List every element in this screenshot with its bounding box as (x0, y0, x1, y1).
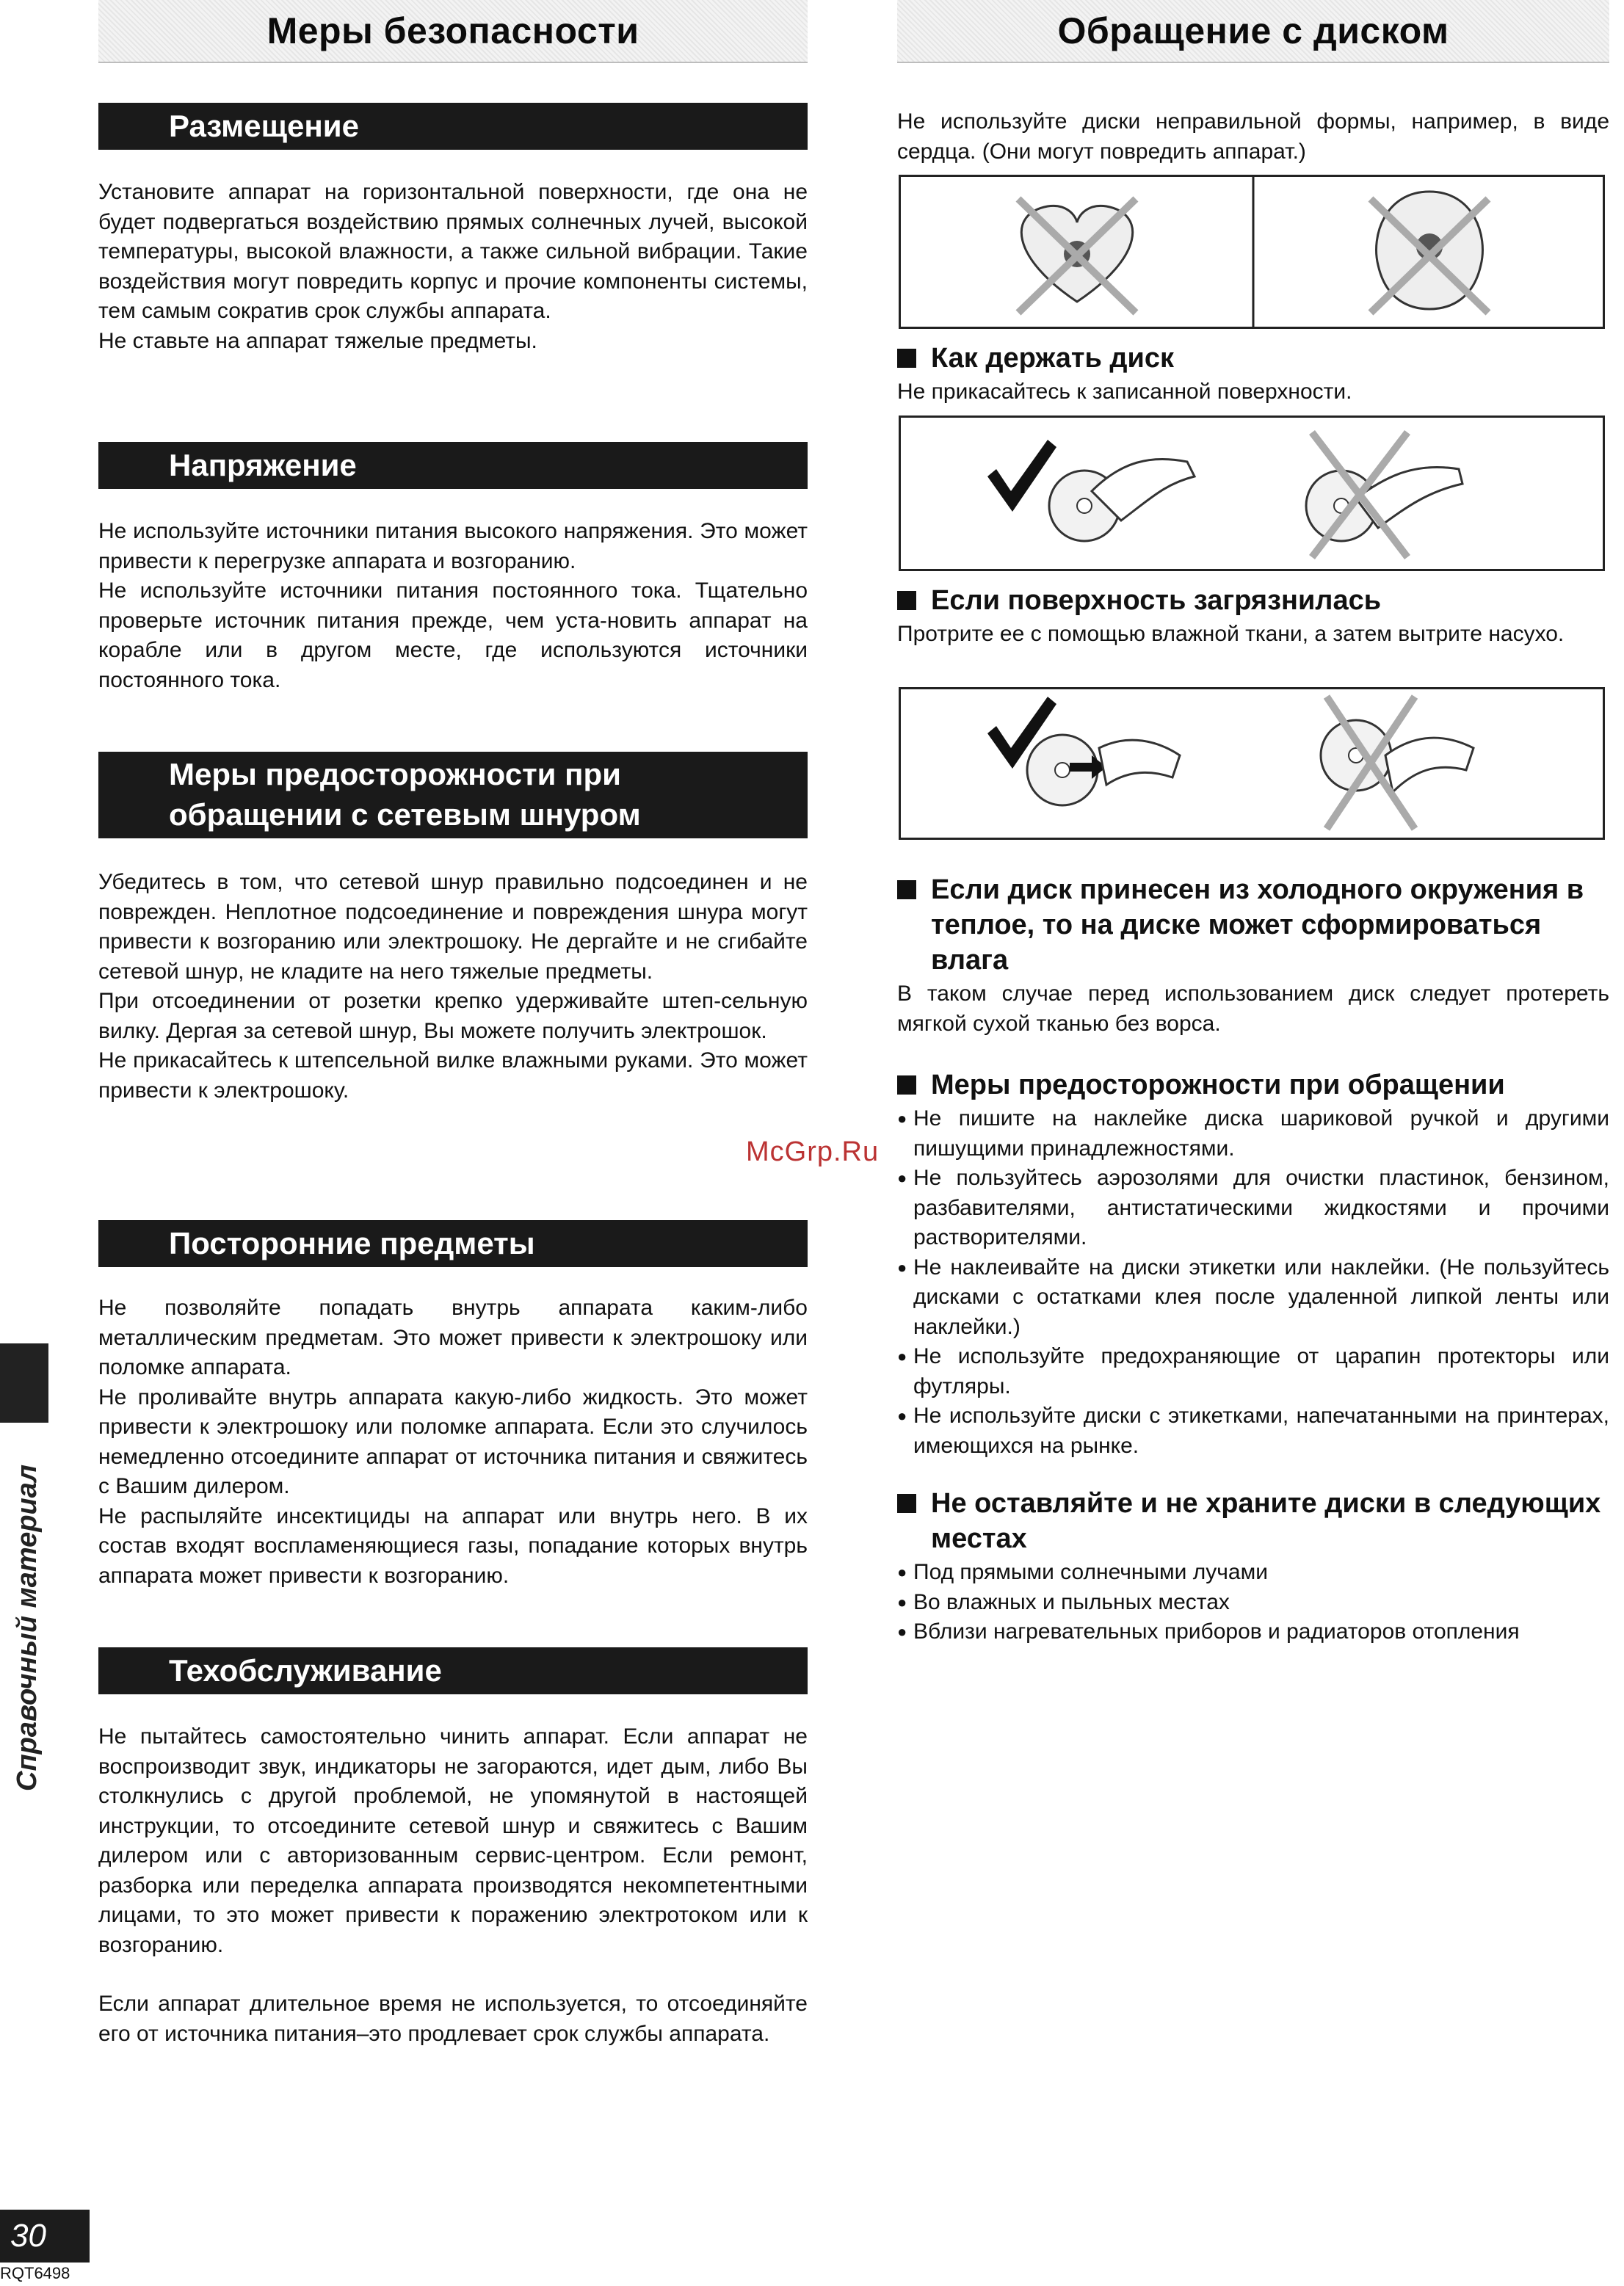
watermark: McGrp.Ru (746, 1136, 880, 1167)
right-page-header (897, 0, 1609, 63)
square-bullet-icon (897, 1494, 916, 1513)
foreign-objects-paragraph-1: Не позволяйте попадать внутрь аппарата каким-либо металлическим предметам. Это может привести к электрошоку или поломке аппарата. (98, 1296, 808, 1379)
page-number: 30 (0, 2210, 90, 2263)
voltage-paragraph-2: Не используйте источники питания постоянного тока. Тщательно проверьте источник питания прежде, чем уста-новить аппарат на корабле или в другом месте, где используются источники постоянного тока. (98, 578, 808, 692)
cleaning-disc-illustration (901, 689, 1603, 838)
placement-text (98, 178, 808, 356)
holding-disc-illustration (901, 418, 1603, 569)
placement-paragraph-2: Не ставьте на аппарат тяжелые предметы. (98, 328, 537, 353)
square-bullet-icon (897, 349, 916, 368)
precautions-heading: Меры предосторожности при обращении (897, 1067, 1609, 1103)
list-item: ● Не наклеивайте на диски этикетки или наклейки. (Не пользуйтесь дисками с остатками клея после удаленной липкой ленты или наклейки.) (897, 1253, 1609, 1343)
left-page-header (98, 0, 808, 63)
section-title-placement: Размещение (98, 103, 808, 150)
circular-wipe-hand-icon (1385, 738, 1473, 792)
right-page-title: Обращение с диском (1057, 10, 1449, 51)
checkmark-icon (987, 440, 1056, 512)
foreign-objects-text (98, 1293, 808, 1591)
list-item: ● Не используйте предохраняющие от царапин протекторы или футляры. (897, 1342, 1609, 1401)
maintenance-paragraph-2: Если аппарат длительное время не используется, то отсоединяйте его от источника питания–это продлевает срок службы аппарата. (98, 1992, 808, 2046)
dirty-heading: Если поверхность загрязнилась (897, 583, 1609, 618)
precautions-list (897, 1104, 1609, 1461)
storage-heading: Не оставляйте и не храните диски в следующих местах (897, 1486, 1609, 1556)
cleaning-disc-figure (899, 687, 1605, 840)
dirty-text: Протрите ее с помощью влажной ткани, а затем вытрите насухо. (897, 622, 1565, 646)
list-item: ● Под прямыми солнечными лучами (897, 1558, 1609, 1588)
sidebar-section-label: Справочный материал (12, 1465, 43, 1791)
storage-list (897, 1558, 1609, 1647)
holding-disc-figure (899, 416, 1605, 571)
list-item: ● Вблизи нагревательных приборов и радиаторов отопления (897, 1617, 1609, 1647)
irregular-discs-figure (899, 175, 1605, 329)
placement-paragraph-1: Установите аппарат на горизонтальной поверхности, где она не будет подвергаться воздействию прямых солнечных лучей, высокой температуры, высокой влажности, а также сильной вибрации. Такие воздействия могут повредить корпус и прочие компоненты системы, тем самым сократив срок службы аппарата. (98, 180, 808, 323)
section-title-voltage: Напряжение (98, 442, 808, 489)
list-item: ● Не пишите на наклейке диска шариковой ручкой и другими пишущими принадлежностями. (897, 1104, 1609, 1164)
cold-text: В таком случае перед использованием диск следует протереть мягкой сухой тканью без ворса. (897, 981, 1609, 1036)
section-title-maintenance: Техобслуживание (98, 1647, 808, 1694)
list-item: ● Не используйте диски с этикетками, напечатанными на принтерах, имеющихся на рынке. (897, 1401, 1609, 1461)
list-item: ● Не пользуйтесь аэрозолями для очистки пластинок, бензином, разбавителями, антистатическими жидкостями и прочими растворителями. (897, 1164, 1609, 1253)
power-cord-paragraph-3: Не прикасайтесь к штепсельной вилке влажными руками. Это может привести к электрошоку. (98, 1048, 808, 1103)
power-cord-paragraph-2: При отсоединении от розетки крепко удерживайте штеп-сельную вилку. Дергая за сетевой шнур, Вы можете получить электрошок. (98, 989, 808, 1043)
radial-wipe-hand-icon (1099, 740, 1180, 785)
cold-heading: Если диск принесен из холодного окружения в теплое, то на диске может сформироваться влага (897, 872, 1609, 978)
list-item: ● Во влажных и пыльных местах (897, 1588, 1609, 1618)
square-bullet-icon (897, 591, 916, 610)
maintenance-paragraph-1: Не пытайтесь самостоятельно чинить аппарат. Если аппарат не воспроизводит звук, индикаторы не загораются, идет дым, либо Вы столкнулись с другой проблемой, не упомянутой в настоящей инструкции, то отсоедините сетевой шнур и свяжитесь с Вашим дилером или с авторизованным сервис-центром. Если ремонт, разборка или переделка аппарата производятся некомпетентными лицами, то это может привести к поражению электротоком или к возгоранию. (98, 1724, 808, 1957)
irregular-discs-illustration (901, 177, 1603, 327)
holding-text: Не прикасайтесь к записанной поверхности. (897, 380, 1352, 404)
foreign-objects-paragraph-2: Не проливайте внутрь аппарата какую-либо жидкость. Это может привести к электрошоку или поломке аппарата. Если это случилось немедленно отсоедините аппарат от источника питания и свяжитесь с Вашим дилером. (98, 1385, 808, 1498)
section-title-foreign-objects: Посторонние предметы (98, 1220, 808, 1267)
left-page-title: Меры безопасности (267, 10, 639, 51)
maintenance-text (98, 1722, 808, 2049)
power-cord-text (98, 868, 808, 1106)
document-code: RQT6498 (0, 2264, 70, 2282)
sidebar-tab-marker (0, 1343, 48, 1423)
holding-heading: Как держать диск (897, 341, 1609, 376)
square-bullet-icon (897, 880, 916, 899)
square-bullet-icon (897, 1075, 916, 1095)
voltage-text (98, 517, 808, 695)
disc-intro-text: Не используйте диски неправильной формы, например, в виде сердца. (Они могут повредить аппарат.) (897, 109, 1609, 164)
section-title-power-cord: Меры предосторожности при обращении с сетевым шнуром (98, 752, 808, 838)
power-cord-paragraph-1: Убедитесь в том, что сетевой шнур правильно подсоединен и не поврежден. Неплотное подсоединение и повреждения шнура могут привести к возгоранию или электрошоку. Не дергайте и не сгибайте сетевой шнур, не кладите на него тяжелые предметы. (98, 870, 808, 984)
voltage-paragraph-1: Не используйте источники питания высокого напряжения. Это может привести к перегрузке аппарата и возгоранию. (98, 519, 808, 573)
foreign-objects-paragraph-3: Не распыляйте инсектициды на аппарат или внутрь него. В их состав входят воспламеняющиеся газы, попадание которых внутрь аппарата может привести к возгоранию. (98, 1503, 808, 1588)
